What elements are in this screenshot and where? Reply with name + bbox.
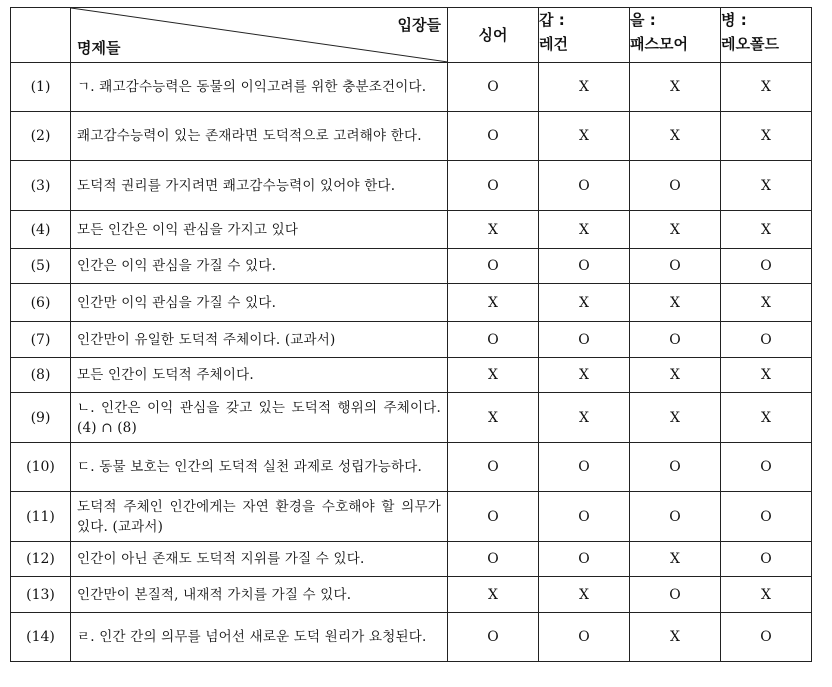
position-mark: X [630, 211, 721, 249]
table-row [11, 112, 812, 161]
diagonal-divider [71, 8, 448, 62]
proposition-text: 인간만이 유일한 도덕적 주체이다. (교과서) [71, 322, 448, 358]
table-row [11, 542, 812, 577]
position-header-leopold [721, 8, 812, 63]
position-mark: X [630, 63, 721, 112]
position-mark: O [448, 63, 539, 112]
position-mark: X [539, 112, 630, 161]
row-number: (3) [11, 161, 71, 211]
positions-label: 입장들 [397, 16, 441, 34]
position-mark: O [721, 542, 812, 577]
position-mark: X [448, 211, 539, 249]
position-mark: X [721, 161, 812, 211]
position-mark: X [539, 284, 630, 322]
position-header-line1: 갑 : [539, 11, 565, 29]
proposition-text: 모든 인간은 이익 관심을 가지고 있다 [71, 211, 448, 249]
position-mark: X [630, 542, 721, 577]
position-mark: O [630, 577, 721, 613]
header-corner-cell [71, 8, 448, 63]
position-mark: O [539, 542, 630, 577]
position-mark: O [630, 443, 721, 492]
position-mark: O [721, 492, 812, 542]
table-row [11, 211, 812, 249]
table-row [11, 393, 812, 443]
header-row [11, 8, 812, 63]
row-number: (2) [11, 112, 71, 161]
position-mark: O [721, 322, 812, 358]
position-mark: X [721, 358, 812, 393]
position-mark: X [721, 393, 812, 443]
position-mark: O [448, 112, 539, 161]
proposition-text: ㄹ. 인간 간의 의무를 넘어선 새로운 도덕 원리가 요청된다. [71, 613, 448, 662]
position-mark: X [539, 577, 630, 613]
position-mark: X [630, 393, 721, 443]
propositions-table [10, 7, 812, 662]
position-mark: O [630, 322, 721, 358]
position-mark: X [721, 112, 812, 161]
table-row [11, 322, 812, 358]
position-header-line2: 레건 [539, 35, 568, 53]
position-header-singer [448, 8, 539, 63]
table-row [11, 161, 812, 211]
position-mark: X [630, 613, 721, 662]
table-row [11, 249, 812, 284]
position-mark: O [630, 249, 721, 284]
table-row [11, 443, 812, 492]
row-number: (12) [11, 542, 71, 577]
table-row [11, 613, 812, 662]
position-mark: O [448, 492, 539, 542]
position-mark: X [539, 63, 630, 112]
table-row [11, 577, 812, 613]
position-header-line2: 패스모어 [630, 35, 688, 53]
table-row [11, 358, 812, 393]
position-mark: X [630, 112, 721, 161]
row-number: (14) [11, 613, 71, 662]
table-row [11, 63, 812, 112]
position-mark: O [630, 161, 721, 211]
position-mark: O [539, 161, 630, 211]
proposition-text: ㄴ. 인간은 이익 관심을 갖고 있는 도덕적 행위의 주체이다. (4) ∩ (8) [71, 393, 448, 443]
header-blank-cell [11, 8, 71, 63]
position-mark: O [448, 613, 539, 662]
position-header-line1: 싱어 [478, 26, 508, 44]
table-row [11, 492, 812, 542]
position-mark: O [448, 443, 539, 492]
row-number: (5) [11, 249, 71, 284]
position-mark: O [448, 322, 539, 358]
position-mark: O [539, 322, 630, 358]
row-number: (7) [11, 322, 71, 358]
proposition-text: 인간만 이익 관심을 가질 수 있다. [71, 284, 448, 322]
position-header-passmore [630, 8, 721, 63]
position-header-line1: 을 : [630, 11, 656, 29]
position-mark: O [721, 613, 812, 662]
proposition-text: 인간은 이익 관심을 가질 수 있다. [71, 249, 448, 284]
row-number: (4) [11, 211, 71, 249]
position-mark: X [448, 358, 539, 393]
position-mark: O [448, 542, 539, 577]
position-mark: O [539, 492, 630, 542]
position-mark: X [448, 393, 539, 443]
position-mark: O [448, 161, 539, 211]
position-mark: X [630, 358, 721, 393]
position-mark: O [448, 249, 539, 284]
row-number: (11) [11, 492, 71, 542]
proposition-text: 도덕적 주체인 인간에게는 자연 환경을 수호해야 할 의무가 있다. (교과서) [71, 492, 448, 542]
position-mark: X [539, 393, 630, 443]
position-mark: O [539, 613, 630, 662]
position-mark: O [539, 443, 630, 492]
position-mark: X [539, 358, 630, 393]
position-mark: O [721, 249, 812, 284]
position-mark: X [448, 284, 539, 322]
position-mark: X [721, 211, 812, 249]
position-header-line1: 병 : [721, 11, 747, 29]
position-mark: X [630, 284, 721, 322]
proposition-text: ㄷ. 동물 보호는 인간의 도덕적 실천 과제로 성립가능하다. [71, 443, 448, 492]
row-number: (1) [11, 63, 71, 112]
position-mark: X [721, 63, 812, 112]
row-number: (6) [11, 284, 71, 322]
proposition-text: 쾌고감수능력이 있는 존재라면 도덕적으로 고려해야 한다. [71, 112, 448, 161]
row-number: (8) [11, 358, 71, 393]
position-header-line2: 레오폴드 [721, 35, 779, 53]
row-number: (9) [11, 393, 71, 443]
proposition-text: 모든 인간이 도덕적 주체이다. [71, 358, 448, 393]
position-mark: X [539, 211, 630, 249]
propositions-label: 명제들 [77, 39, 121, 57]
proposition-text: 인간이 아닌 존재도 도덕적 지위를 가질 수 있다. [71, 542, 448, 577]
position-mark: O [721, 443, 812, 492]
proposition-text: ㄱ. 쾌고감수능력은 동물의 이익고려를 위한 충분조건이다. [71, 63, 448, 112]
position-mark: X [721, 284, 812, 322]
position-mark: O [539, 249, 630, 284]
position-header-regan [539, 8, 630, 63]
position-mark: O [630, 492, 721, 542]
row-number: (10) [11, 443, 71, 492]
row-number: (13) [11, 577, 71, 613]
proposition-text: 인간만이 본질적, 내재적 가치를 가질 수 있다. [71, 577, 448, 613]
position-mark: X [721, 577, 812, 613]
proposition-text: 도덕적 권리를 가지려면 쾌고감수능력이 있어야 한다. [71, 161, 448, 211]
table-row [11, 284, 812, 322]
position-mark: X [448, 577, 539, 613]
